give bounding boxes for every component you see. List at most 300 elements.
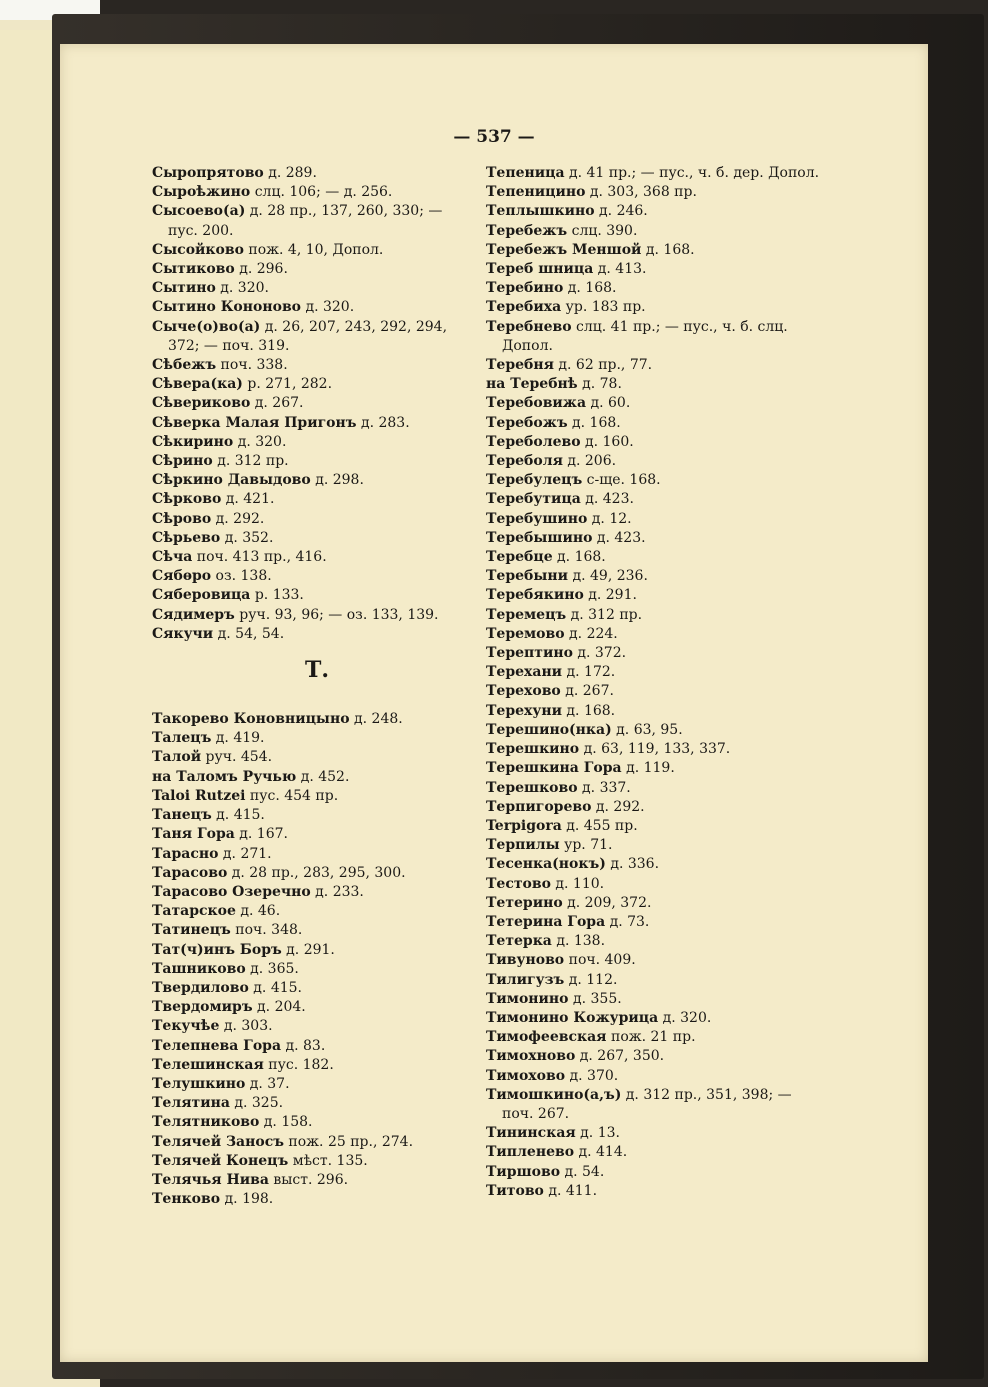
index-entry [152,490,482,509]
index-entry [486,1067,846,1086]
entry-name: Терехуни [486,702,562,719]
entry-name: Тиршово [486,1163,561,1180]
entry-reference: оз. 138. [211,568,272,585]
index-entry [152,433,482,452]
index-entry [486,471,846,490]
entry-name: Теребушино [486,510,588,527]
entry-name: Терешкино [486,741,580,758]
entry-reference: д. 312 пр. [566,606,643,623]
entry-reference: д. 283. [356,414,410,431]
index-entry [486,894,846,913]
entry-reference: руч. 93, 96; — оз. 133, 139. [234,606,439,623]
entry-reference: поч. 338. [216,357,288,374]
entry-name: Теребякино [486,587,584,604]
entry-reference: д. 303. [219,1018,273,1035]
entry-reference: д. 246. [594,203,648,220]
entry-reference: д. 303, 368 пр. [585,184,697,201]
left-column [152,164,482,1209]
entry-reference: д. 54, 54. [213,625,285,642]
entry-name: Сыропрятово [152,165,264,181]
index-entry [152,241,482,260]
entry-name: Сѣрино [152,453,213,470]
index-entry [152,768,482,787]
entry-reference: д. 160. [580,433,634,450]
index-entry [152,1037,482,1056]
entry-name: Терешкина Гора [486,760,622,777]
index-entry [152,279,482,298]
entry-reference: д. 168. [552,549,606,566]
index-entry [152,586,482,605]
index-entry [486,1182,846,1201]
index-entry [486,260,846,279]
entry-reference: д. 415. [248,979,302,996]
index-entry [152,864,482,883]
entry-reference: д. 291. [583,587,637,604]
index-entry [152,394,482,413]
entry-name: Теребежъ Меншой [486,241,642,258]
index-entry [486,567,846,586]
entry-name: Телячей Конецъ [152,1152,289,1169]
index-entry [152,883,482,902]
entry-name: Телепнева Гора [152,1037,282,1054]
entry-reference: пус. 200. [168,222,234,239]
entry-reference: д. 267. [250,395,304,412]
index-entry [152,941,482,960]
index-entry [486,318,846,337]
entry-name: Тимохово [486,1067,566,1084]
entry-reference: поч. 409. [564,952,636,969]
entry-reference: д. 209, 372. [562,894,652,911]
entry-reference: д. 54. [560,1163,605,1180]
entry-name: Сѣрьево [152,529,221,546]
entry-name: Твердилово [152,979,249,996]
right-column [486,164,846,1201]
entry-name: Теребовижа [486,395,587,412]
entry-reference: д. 168. [563,280,617,297]
entry-name: Теремово [486,625,565,642]
index-entry [152,979,482,998]
entry-name: Тарасово [152,864,228,881]
entry-reference: д. 224. [564,625,618,642]
index-entry [152,998,482,1017]
entry-name: Теребце [486,549,553,566]
index-entry [486,932,846,951]
entry-reference: д. 267, 350. [575,1048,665,1065]
section-letter: Т. [304,657,330,684]
index-entry [486,490,846,509]
index-list-right [486,164,846,1201]
index-entry [486,1124,846,1143]
entry-name: Сѣбежъ [152,357,217,374]
entry-name: Тетерино [486,894,563,911]
index-entry [152,845,482,864]
index-entry [152,337,482,356]
entry-name: Сѣкирино [152,433,234,450]
entry-name: Телешинская [152,1056,264,1073]
entry-reference: мѣст. 135. [288,1152,368,1169]
entry-name: Тининская [486,1125,576,1142]
index-entry [152,414,482,433]
entry-reference: д. 119. [621,760,675,777]
index-entry [152,960,482,979]
entry-reference: поч. 413 пр., 416. [192,549,327,566]
entry-name: Тереболя [486,453,563,470]
entry-reference: д. 63, 95. [611,721,683,738]
index-entry [486,586,846,605]
index-entry [486,798,846,817]
entry-reference: д. 336. [605,856,660,873]
entry-name: Талецъ [152,730,212,747]
entry-name: Тестово [486,875,551,892]
entry-reference: пож. 21 пр. [606,1029,696,1046]
entry-reference: д. 370. [565,1067,619,1084]
entry-reference: д. 413. [593,261,647,278]
index-entry [486,779,846,798]
entry-reference: д. 296. [234,261,288,278]
index-entry [486,1143,846,1162]
entry-name: Taloi Rutzei [152,787,246,804]
index-entry [486,606,846,625]
entry-name: Сыче(о)во(а) [152,318,261,335]
entry-name: Тилигузъ [486,971,565,988]
entry-name: на Теребнѣ [486,376,578,393]
entry-name: Сѣверка Малая Пригонъ [152,414,357,431]
entry-name: Сѣвера(ка) [152,376,243,393]
index-entry [486,644,846,663]
entry-name: Тереболево [486,433,581,450]
entry-reference: д. 419. [211,730,265,747]
index-entry [152,183,482,202]
index-entry [152,806,482,825]
index-entry [486,855,846,874]
index-entry [152,606,482,625]
entry-name: Сысойково [152,241,244,258]
index-entry [486,183,846,202]
index-entry [486,913,846,932]
entry-name: Тивуново [486,952,565,969]
index-entry [486,990,846,1009]
entry-reference: д. 41 пр.; — пус., ч. б. дер. Допол. [564,165,820,181]
entry-reference: д. 46. [235,903,281,920]
index-entry [152,1113,482,1132]
entry-reference: д. 12. [587,510,632,527]
index-list-t [152,710,482,1209]
entry-reference: д. 37. [245,1075,290,1092]
entry-name: Сытиково [152,261,235,278]
entry-reference: д. 423. [592,529,646,546]
entry-name: Такорево Коновницыно [152,711,350,728]
entry-reference: д. 233. [310,883,364,900]
entry-name: Сякучи [152,625,214,642]
index-entry [486,817,846,836]
entry-reference: д. 312 пр., 351, 398; — [621,1086,792,1103]
index-entry [152,921,482,940]
entry-name: Тимошкино(а,ъ) [486,1086,622,1103]
index-entry [152,452,482,471]
entry-name: Теребышино [486,529,593,546]
entry-name: Терпигорево [486,798,592,815]
entry-reference: д. 411. [543,1182,598,1199]
index-entry [152,318,482,337]
entry-reference: д. 26, 207, 243, 292, 294, [260,318,448,335]
entry-reference: слц. 390. [567,222,638,239]
index-entry [486,548,846,567]
index-entry [486,414,846,433]
entry-name: Ташниково [152,960,246,977]
entry-name: Теребыни [486,568,569,585]
index-entry [486,951,846,970]
entry-name: Твердомиръ [152,999,253,1016]
entry-name: Теребежъ [486,222,568,239]
entry-reference: с-ще. 168. [582,472,661,489]
entry-name: Телятина [152,1095,230,1112]
index-entry [152,710,482,729]
index-entry [486,740,846,759]
entry-name: Тепеницa [486,165,565,181]
entry-name: Теребино [486,280,564,297]
entry-reference: д. 204. [252,999,306,1016]
index-entry [486,337,846,356]
entry-reference: д. 292. [591,798,645,815]
entry-reference: д. 168. [567,414,621,431]
index-entry [486,875,846,894]
entry-name: Тенково [152,1191,221,1208]
index-entry [486,1028,846,1047]
entry-reference: д. 312 пр. [212,453,289,470]
entry-reference: р. 271, 282. [242,376,333,393]
entry-reference: выст. 296. [268,1171,349,1188]
entry-reference: д. 271. [218,845,272,862]
entry-name: Терехани [486,664,563,681]
index-list-s [152,164,482,644]
entry-name: Сѣрково [152,491,222,508]
entry-name: Тесенка(нокъ) [486,856,606,873]
index-entry [486,529,846,548]
entry-reference: д. 168. [561,702,616,719]
entry-reference: д. 267. [560,683,614,700]
index-entry [152,529,482,548]
entry-reference: д. 49, 236. [568,568,648,585]
entry-name: Сысоево(а) [152,203,246,220]
entry-reference: д. 73. [605,913,650,930]
index-entry [152,510,482,529]
index-entry [486,663,846,682]
entry-reference: д. 415. [211,807,265,824]
entry-name: Сѣрово [152,510,212,527]
entry-name: Телячья Нива [152,1171,269,1188]
entry-reference: пож. 4, 10, Допол. [243,241,384,258]
index-entry [152,748,482,767]
index-entry [486,1105,846,1124]
index-entry [152,1056,482,1075]
entry-name: Тимонино [486,990,569,1007]
index-entry [152,729,482,748]
entry-name: Теплышкино [486,203,595,220]
entry-name: Титово [486,1182,544,1199]
entry-reference: ур. 183 пр. [561,299,646,316]
entry-reference: 372; — поч. 319. [168,337,290,354]
index-entry [152,222,482,241]
index-entry [486,836,846,855]
entry-reference: д. 60. [586,395,631,412]
index-entry [152,1190,482,1209]
entry-reference: д. 320. [233,433,287,450]
index-entry [152,298,482,317]
entry-reference: д. 421. [221,491,275,508]
index-entry [152,1152,482,1171]
index-entry [486,452,846,471]
entry-reference: слц. 106; — д. 256. [250,184,393,201]
entry-reference: д. 198. [220,1191,274,1208]
entry-name: Сядимеръ [152,606,235,623]
entry-name: Теребня [486,357,554,374]
entry-name: Терептино [486,645,573,662]
entry-reference: д. 298. [310,472,364,489]
entry-reference: д. 83. [281,1037,326,1054]
entry-name: Тимохново [486,1048,576,1065]
entry-name: Терпилы [486,837,560,854]
entry-reference: д. 414. [574,1144,628,1161]
entry-reference: руч. 454. [201,749,273,766]
entry-name: Телушкино [152,1075,246,1092]
entry-reference: д. 110. [550,875,605,892]
entry-reference: д. 63, 119, 133, 337. [579,741,731,758]
entry-name: Текучѣе [152,1018,220,1035]
entry-name: Тимофеевская [486,1029,607,1046]
entry-name: Тетерка [486,933,552,950]
index-entry [152,375,482,394]
index-entry [486,1086,846,1105]
index-entry [486,298,846,317]
index-entry [486,279,846,298]
entry-name: Сяберовица [152,587,251,604]
entry-reference: д. 365. [245,960,299,977]
index-entry [486,625,846,644]
index-entry [152,825,482,844]
entry-name: Татарское [152,903,236,920]
entry-reference: д. 423. [580,491,634,508]
entry-name: Талой [152,749,202,766]
entry-reference: поч. 348. [230,922,303,939]
entry-name: Терешино(нка) [486,721,612,738]
entry-reference: д. 320. [301,299,355,316]
entry-reference: Допол. [502,337,553,354]
index-entry [152,1017,482,1036]
entry-name: Тереб шница [486,261,594,278]
entry-reference: д. 320. [215,280,269,297]
index-entry [152,625,482,644]
facing-page [0,30,54,1370]
entry-name: Теребутица [486,491,581,508]
index-entry [486,721,846,740]
entry-name: Сытино [152,280,216,297]
entry-name: Тарасно [152,845,219,862]
entry-reference: р. 133. [250,587,304,604]
index-entry [486,356,846,375]
page-number: — 537 — [453,127,535,147]
entry-name: Тимонино Кожурица [486,1009,659,1026]
index-entry [152,356,482,375]
entry-reference: д. 62 пр., 77. [553,357,653,374]
index-entry [486,394,846,413]
entry-reference: д. 337. [577,779,631,796]
entry-name: Теребиха [486,299,562,316]
entry-name: Типленево [486,1144,575,1161]
entry-name: Сѣвериково [152,395,251,412]
index-entry [486,202,846,221]
index-entry [486,164,846,183]
entry-reference: д. 28 пр., 137, 260, 330; — [245,203,443,220]
entry-reference: ур. 71. [559,837,613,854]
entry-name: Тетерина Гора [486,913,606,930]
entry-reference: д. 352. [220,529,274,546]
index-entry [152,260,482,279]
entry-name: Таня Гора [152,826,235,843]
entry-name: Теребулецъ [486,472,583,489]
index-entry [486,1009,846,1028]
entry-reference: слц. 41 пр.; — пус., ч. б. слц. [571,318,788,335]
index-entry [152,202,482,221]
entry-reference: д. 158. [259,1114,313,1131]
entry-reference: д. 292. [211,510,265,527]
entry-name: Terpigora [486,817,562,834]
entry-reference: пус. 182. [263,1056,334,1073]
entry-name: Теребожъ [486,414,568,431]
entry-reference: д. 452. [296,768,350,785]
index-entry [486,759,846,778]
index-entry [152,164,482,183]
entry-reference: д. 455 пр. [561,817,638,834]
entry-name: Терешково [486,779,578,796]
entry-reference: д. 168. [641,241,695,258]
index-entry [486,1047,846,1066]
index-entry [486,702,846,721]
entry-name: Сыроѣжино [152,184,251,201]
entry-name: Теремецъ [486,606,567,623]
index-entry [486,222,846,241]
entry-reference: д. 355. [568,990,622,1007]
entry-reference: поч. 267. [502,1105,570,1122]
entry-name: Тарасово Озеречно [152,883,311,900]
index-entry [152,548,482,567]
entry-name: Танецъ [152,807,212,824]
index-entry [486,682,846,701]
index-entry [486,241,846,260]
entry-reference: д. 372. [572,645,627,662]
entry-reference: д. 325. [229,1095,284,1112]
index-entry [152,902,482,921]
book-page [60,44,928,1362]
entry-name: Тат(ч)инъ Боръ [152,941,282,958]
entry-name: Татинецъ [152,922,231,939]
entry-reference: д. 78. [577,376,622,393]
entry-reference: д. 13. [575,1125,620,1142]
entry-name: Теребнево [486,318,572,335]
entry-name: Сѣркино Давыдово [152,472,311,489]
entry-reference: д. 291. [281,941,335,958]
entry-reference: д. 248. [349,711,403,728]
index-entry [152,1133,482,1152]
entry-reference: д. 138. [551,933,606,950]
entry-name: Сѣча [152,549,193,566]
index-entry [486,971,846,990]
entry-name: Телячей Заносъ [152,1133,284,1150]
entry-name: Терехово [486,683,561,700]
entry-name: на Таломъ Ручью [152,768,297,785]
entry-reference: пус. 454 пр. [245,787,339,804]
entry-reference: пож. 25 пр., 274. [283,1133,414,1150]
index-entry [152,471,482,490]
